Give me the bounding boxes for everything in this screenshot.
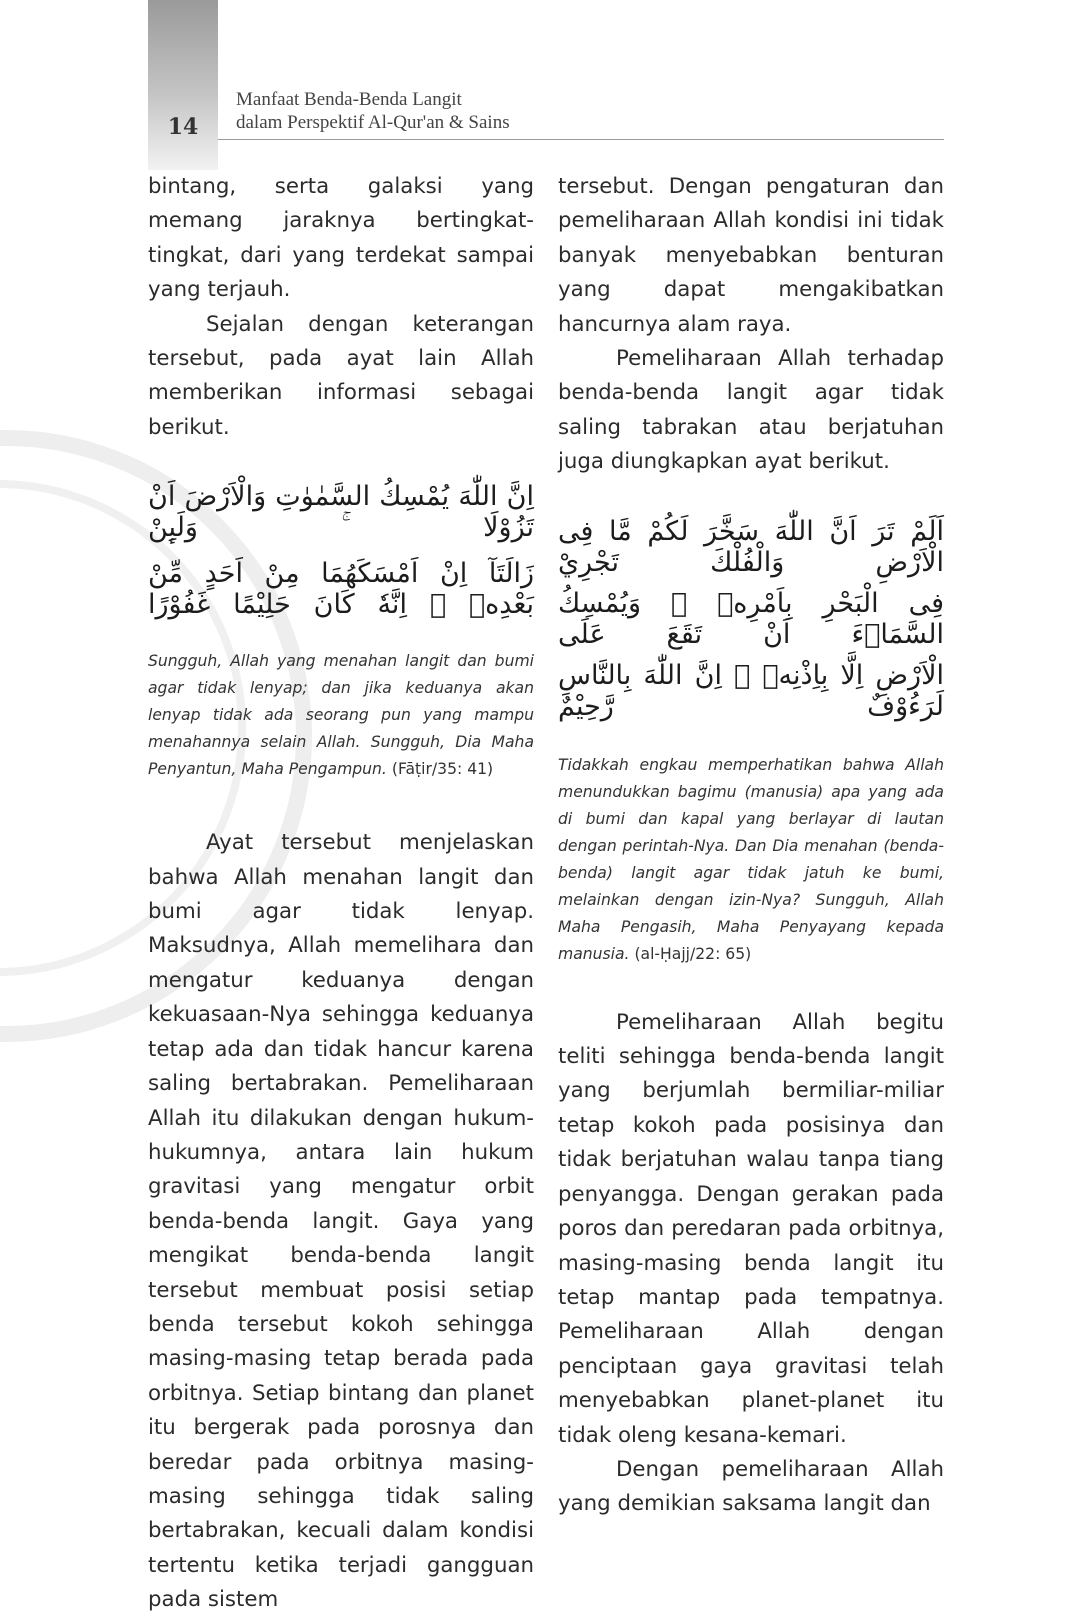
header-rule — [218, 139, 944, 140]
paragraph: Dengan pemeliharaan Allah yang demikian saksama langit dan — [558, 1456, 944, 1517]
page-tab — [148, 0, 218, 170]
paragraph: Pemeliharaan Allah begitu teliti sehingga benda-benda langit yang berjumlah bermiliar-miliar tetap kokoh pada posisinya dan tidak berjatuhan walau tanpa tiang penyangga. Dengan gerakan pada poros dan peredaran pada orbitnya, masing-masing benda langit itu tetap mantap pada tempatnya. Pemeliharaan Allah dengan penciptaan gaya gravitasi telah menyebabkan planet-planet itu tidak oleng kesana-kemari. — [558, 1009, 944, 1448]
arabic-verse-line: فِى الْبَحْرِ بِاَمْرِهٖ ۗ وَيُمْسِكُ السَّمَاۤءَ اَنْ تَقَعَ عَلَى — [558, 587, 944, 650]
arabic-verse-line: زَالَتَآ اِنْ اَمْسَكَهُمَا مِنْ اَحَدٍ مِّنْ بَعْدِهٖ ۗ اِنَّهٗ كَانَ حَلِيْمًا غَفُوْرًا — [148, 558, 534, 621]
running-title — [236, 88, 510, 134]
verse-reference: (Fāṭir/35: 41) — [391, 760, 494, 779]
paragraph: Pemeliharaan Allah terhadap benda-benda langit agar tidak saling tabrakan atau berjatuhan juga diungkapkan ayat berikut. — [558, 346, 944, 475]
translation-text: Tidakkah engkau memperhatikan bahwa Allah menundukkan bagimu (manusia) apa yang ada di bumi dan kapal yang berlayar di lautan dengan perintah-Nya. Dan Dia menahan (benda-benda) langit agar tidak jatuh ke bumi, melainkan dengan izin-Nya? Sungguh, Allah Maha Pengasih, Maha Penyayang kepada manusia. — [558, 755, 944, 963]
running-title-line-2: dalam Perspektif Al-Qur'an & Sains — [236, 112, 510, 133]
arabic-verse-line: اَلَمْ تَرَ اَنَّ اللّٰهَ سَخَّرَ لَكُمْ مَّا فِى الْاَرْضِ وَالْفُلْكَ تَجْرِيْ — [558, 515, 944, 578]
running-title-line-1: Manfaat Benda-Benda Langit — [236, 89, 462, 110]
paragraph: Sejalan dengan keterangan tersebut, pada ayat lain Allah memberikan informasi sebagai berikut. — [148, 311, 534, 440]
verse-translation — [148, 648, 534, 783]
paragraph: bintang, serta galaksi yang memang jaraknya bertingkat-tingkat, dari yang terdekat sampai yang terjauh. — [148, 174, 534, 303]
arabic-verse-line: اِنَّ اللّٰهَ يُمْسِكُ السَّمٰوٰتِ وَالْاَرْضَ اَنْ تَزُوْلَا ۚ وَلَىِٕنْ — [148, 481, 534, 544]
paragraph: tersebut. Dengan pengaturan dan pemeliharaan Allah kondisi ini tidak banyak menyebabkan benturan yang dapat mengakibatkan hancurnya alam raya. — [558, 174, 944, 337]
arabic-verse-line: الْاَرْضِ اِلَّا بِاِذْنِهٖ ۗ اِنَّ اللّٰهَ بِالنَّاسِ لَرَءُوْفٌ رَّحِيْمٌ — [558, 659, 944, 722]
translation-text: Sungguh, Allah yang menahan langit dan bumi agar tidak lenyap; dan jika keduanya akan lenyap tidak ada seorang pun yang mampu menahannya selain Allah. Sungguh, Dia Maha Penyantun, Maha Pengampun. — [148, 652, 534, 779]
verse-translation — [558, 752, 944, 968]
paragraph: Ayat tersebut menjelaskan bahwa Allah menahan langit dan bumi agar tidak lenyap. Maksudnya, Allah memelihara dan mengatur keduanya dengan kekuasaan-Nya sehingga keduanya tetap ada dan tidak hancur karena saling bertabrakan. Pemeliharaan Allah itu dilakukan dengan hukum-hukumnya, antara lain hukum gravitasi yang mengatur orbit benda-benda langit. Gaya yang mengikat benda-benda langit tersebut membuat posisi setiap benda tersebut kokoh sehingga masing-masing tetap berada pada orbitnya. Setiap bintang dan planet itu bergerak pada porosnya dan beredar pada orbitnya masing-masing sehingga tidak saling bertabrakan, kecuali dalam kondisi tertentu ketika terjadi gangguan pada sistem — [148, 830, 534, 1613]
page-number: 14 — [167, 114, 199, 140]
verse-reference: (al-Ḥajj/22: 65) — [634, 944, 752, 963]
left-column — [148, 170, 534, 1618]
right-column — [558, 170, 944, 1522]
